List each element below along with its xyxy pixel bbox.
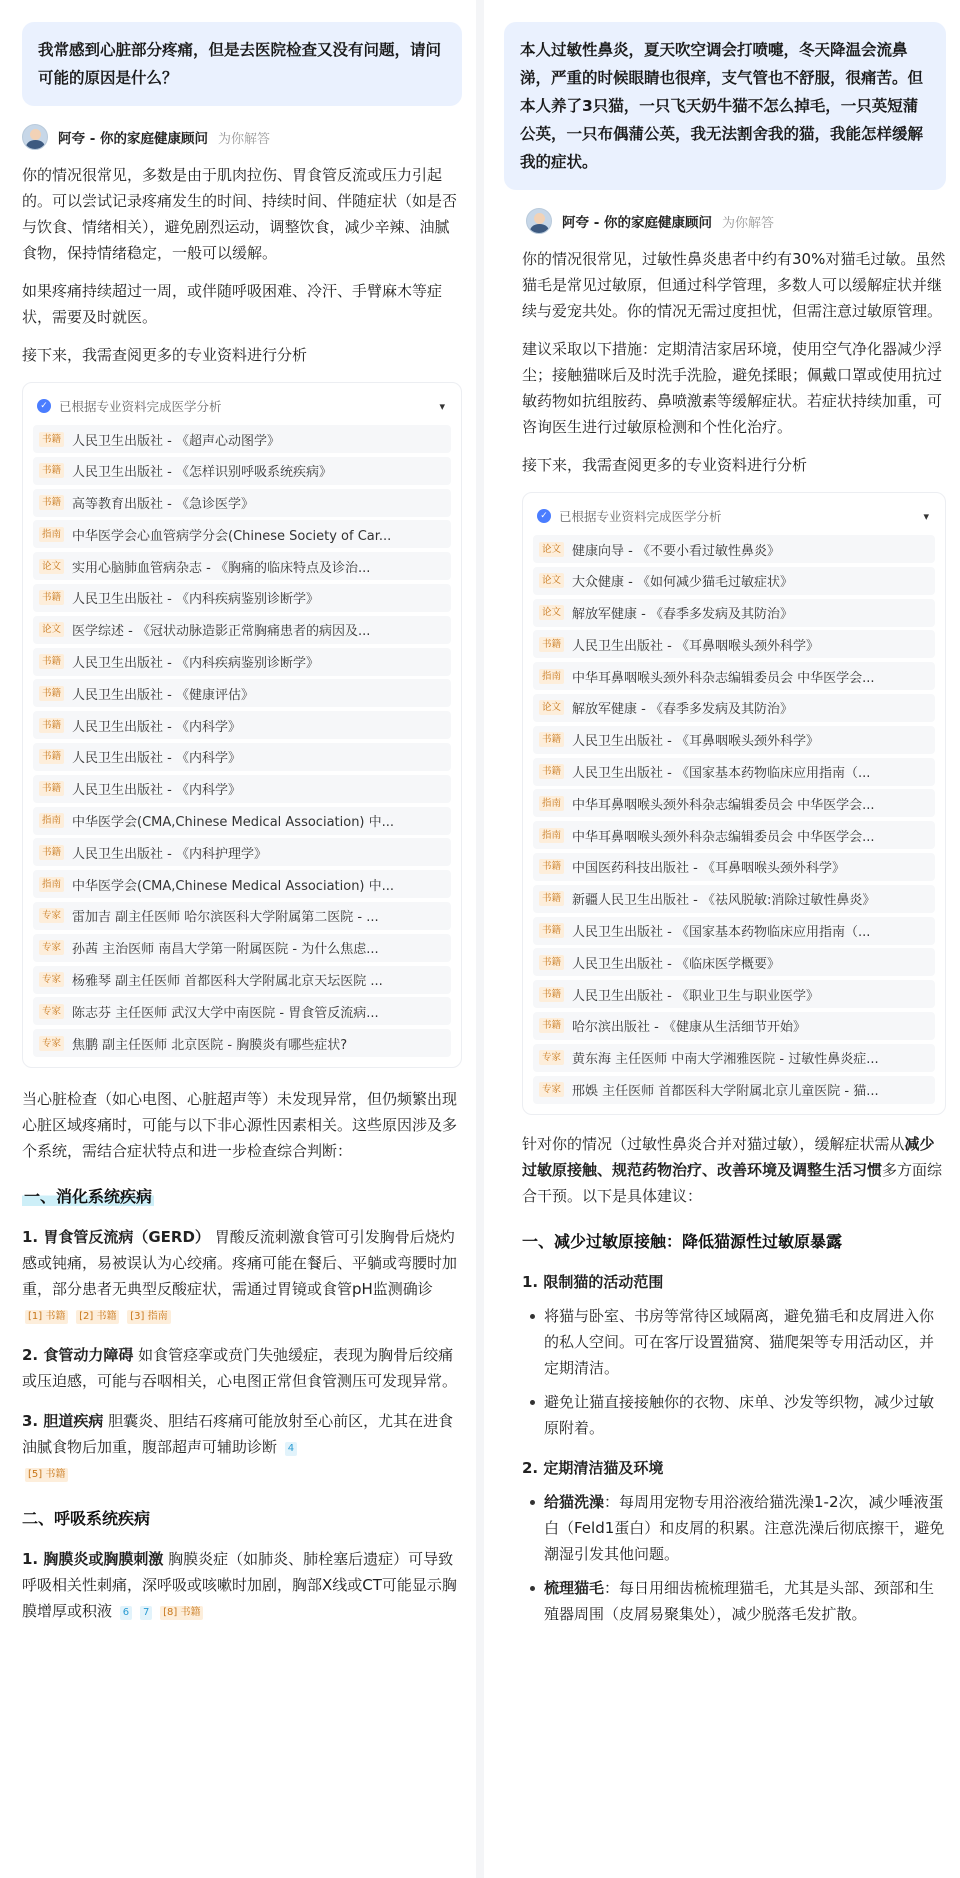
answer-text-bold: 减少过敏原接触、规范药物治疗、改善环境及调整生活习惯 bbox=[522, 1134, 935, 1179]
reference-type-badge: 书籍 bbox=[39, 686, 64, 701]
reference-item[interactable] bbox=[533, 917, 935, 945]
citation-badge[interactable]: [8] 书籍 bbox=[160, 1606, 203, 1620]
for-you-label: 为你解答 bbox=[722, 215, 775, 231]
reference-title: 中华医学会心血管病学分会(Chinese Society of Car... bbox=[72, 528, 392, 544]
reference-title: 健康向导 - 《不要小看过敏性鼻炎》 bbox=[572, 543, 780, 559]
chevron-down-icon[interactable]: ▾ bbox=[439, 399, 445, 413]
bullet-list bbox=[522, 1489, 946, 1627]
numbered-item-body: 胃酸反流刺激食管可引发胸骨后烧灼感或钝痛，易被误认为心绞痛。疼痛可能在餐后、平躺或弯腰时加重，部分患者无典型反酸症状，需通过胃镜或食管pH监测确诊 bbox=[22, 1228, 458, 1299]
reference-item[interactable] bbox=[33, 584, 451, 612]
answer-paragraph: 当心脏检查（如心电图、心脏超声等）未发现异常，但仍频繁出现心脏区域疼痛时，可能与以下非心源性因素相关。这些原因涉及多个系统，需结合症状特点和进一步检查综合判断： bbox=[22, 1090, 458, 1161]
reference-item[interactable] bbox=[533, 758, 935, 786]
reference-title: 人民卫生出版社 - 《内科疾病鉴别诊断学》 bbox=[72, 592, 319, 608]
reference-item[interactable] bbox=[533, 885, 935, 913]
reference-title: 哈尔滨出版社 - 《健康从生活细节开始》 bbox=[572, 1020, 806, 1036]
reference-type-badge: 书籍 bbox=[539, 859, 564, 874]
reference-title: 杨雅琴 副主任医师 首都医科大学附属北京天坛医院 ... bbox=[72, 974, 383, 990]
chevron-down-icon[interactable]: ▾ bbox=[923, 509, 929, 523]
reference-item[interactable] bbox=[533, 948, 935, 976]
left-conversation bbox=[0, 0, 476, 1624]
references-panel bbox=[522, 492, 946, 1115]
reference-type-badge: 书籍 bbox=[39, 718, 64, 733]
reference-title: 人民卫生出版社 - 《耳鼻咽喉头颈外科学》 bbox=[572, 734, 819, 750]
user-question: 我常感到心脏部分疼痛，但是去医院检查又没有问题，请问可能的原因是什么？ bbox=[22, 22, 462, 106]
answer-paragraph: 建议采取以下措施：定期清洁家居环境，使用空气净化器减少浮尘；接触猫咪后及时洗手洗脸，避免揉眼；佩戴口罩或使用抗过敏药物如抗组胺药、鼻喷激素等缓解症状。若症状持续加重，可咨询医生进行过敏原检测和个性化治疗。 bbox=[522, 340, 943, 436]
reference-title: 中华耳鼻咽喉头颈外科杂志编辑委员会 中华医学会... bbox=[572, 670, 875, 686]
reference-item[interactable] bbox=[533, 1044, 935, 1072]
reference-type-badge: 专家 bbox=[39, 972, 64, 987]
reference-type-badge: 书籍 bbox=[539, 732, 564, 747]
reference-item[interactable] bbox=[33, 775, 451, 803]
sub-heading: 2. 定期清洁猫及环境 bbox=[522, 1458, 664, 1477]
numbered-item bbox=[22, 1224, 462, 1328]
reference-title: 实用心脑肺血管病杂志 - 《胸痛的临床特点及诊治... bbox=[72, 560, 371, 576]
reference-item[interactable] bbox=[33, 902, 451, 930]
reference-type-badge: 书籍 bbox=[39, 654, 64, 669]
reference-title: 人民卫生出版社 - 《超声心动图学》 bbox=[72, 433, 280, 449]
reference-item[interactable] bbox=[33, 679, 451, 707]
reference-type-badge: 论文 bbox=[539, 542, 564, 557]
reference-type-badge: 指南 bbox=[39, 813, 64, 828]
reference-item[interactable] bbox=[33, 743, 451, 771]
reference-item[interactable] bbox=[533, 980, 935, 1008]
reference-title: 黄东海 主任医师 中南大学湘雅医院 - 过敏性鼻炎症... bbox=[572, 1052, 879, 1068]
reference-title: 解放军健康 - 《春季多发病及其防治》 bbox=[572, 702, 793, 718]
reference-title: 人民卫生出版社 - 《国家基本药物临床应用指南（... bbox=[572, 925, 871, 941]
numbered-item-head: 1. 胃食管反流病（GERD） bbox=[22, 1228, 210, 1247]
reference-item[interactable] bbox=[33, 934, 451, 962]
reference-item[interactable] bbox=[33, 616, 451, 644]
reference-title: 中华医学会(CMA,Chinese Medical Association) 中... bbox=[72, 815, 395, 831]
numbered-item bbox=[22, 1408, 462, 1486]
bullet-head: 梳理猫毛 bbox=[544, 1578, 605, 1597]
numbered-item-head: 3. 胆道疾病 bbox=[22, 1412, 104, 1431]
bullet-list bbox=[522, 1303, 946, 1441]
assistant-avatar-icon bbox=[526, 208, 552, 234]
numbered-item bbox=[22, 1342, 462, 1394]
reference-type-badge: 论文 bbox=[539, 573, 564, 588]
answer-text: 多方面综合干预。以下是具体建议： bbox=[522, 1160, 943, 1205]
reference-title: 高等教育出版社 - 《急诊医学》 bbox=[72, 497, 254, 513]
reference-type-badge: 书籍 bbox=[39, 463, 64, 478]
citation-number-badge[interactable]: 4 bbox=[285, 1442, 297, 1456]
reference-type-badge: 书籍 bbox=[39, 432, 64, 447]
references-toggle[interactable] bbox=[533, 501, 935, 531]
reference-type-badge: 书籍 bbox=[539, 955, 564, 970]
bullet-head: 给猫洗澡 bbox=[544, 1492, 605, 1511]
reference-type-badge: 书籍 bbox=[539, 637, 564, 652]
reference-title: 解放军健康 - 《春季多发病及其防治》 bbox=[572, 607, 793, 623]
answer-header bbox=[526, 208, 946, 234]
reference-list bbox=[533, 535, 935, 1104]
answer-paragraph: 你的情况很常见，过敏性鼻炎患者中约有30%对猫毛过敏。虽然猫毛是常见过敏原，但通过科学管理，多数人可以缓解症状并继续与爱宠共处。你的情况无需过度担忧，但需注意过敏原管理。 bbox=[522, 250, 946, 320]
assistant-name: 阿夸 - 你的家庭健康顾问 bbox=[58, 131, 209, 147]
answer-paragraph: 你的情况很常见，多数是由于肌肉拉伤、胃食管反流或压力引起的。可以尝试记录疼痛发生的时间、持续时间、伴随症状（如是否与饮食、情绪相关），避免剧烈运动，调整饮食，减少辛辣、油腻食物，保持情绪稳定，一般可以缓解。 bbox=[22, 166, 458, 262]
reference-item[interactable] bbox=[33, 425, 451, 453]
bullet-item: 避免让猫直接接触你的衣物、床单、沙发等织物，减少过敏原附着。 bbox=[522, 1389, 946, 1441]
reference-item[interactable] bbox=[33, 1029, 451, 1057]
reference-item[interactable] bbox=[533, 694, 935, 722]
references-title: 已根据专业资料完成医学分析 bbox=[59, 399, 222, 414]
reference-title: 人民卫生出版社 - 《国家基本药物临床应用指南（... bbox=[572, 766, 871, 782]
numbered-item-head: 1. 胸膜炎或胸膜刺激 bbox=[22, 1550, 164, 1569]
citation-badge[interactable]: [5] 书籍 bbox=[25, 1468, 68, 1482]
citation-badge[interactable]: [1] 书籍 bbox=[25, 1310, 68, 1324]
reference-item[interactable] bbox=[533, 535, 935, 563]
sub-heading: 1. 限制猫的活动范围 bbox=[522, 1272, 664, 1291]
reference-item[interactable] bbox=[33, 552, 451, 580]
reference-title: 人民卫生出版社 - 《耳鼻咽喉头颈外科学》 bbox=[572, 638, 819, 654]
citation-badge[interactable]: [2] 书籍 bbox=[76, 1310, 119, 1324]
reference-title: 医学综述 - 《冠状动脉造影正常胸痛患者的病因及... bbox=[72, 624, 371, 640]
reference-item[interactable] bbox=[33, 648, 451, 676]
answer-body bbox=[498, 246, 946, 1627]
citation-number-badge[interactable]: 7 bbox=[140, 1606, 152, 1620]
reference-type-badge: 书籍 bbox=[539, 891, 564, 906]
reference-type-badge: 书籍 bbox=[39, 781, 64, 796]
reference-title: 人民卫生出版社 - 《临床医学概要》 bbox=[572, 956, 780, 972]
reference-title: 人民卫生出版社 - 《内科学》 bbox=[72, 783, 241, 799]
reference-title: 孙茜 主治医师 南昌大学第一附属医院 - 为什么焦虑... bbox=[72, 942, 379, 958]
answer-paragraph bbox=[522, 1131, 946, 1209]
reference-title: 人民卫生出版社 - 《职业卫生与职业医学》 bbox=[572, 988, 819, 1004]
reference-type-badge: 指南 bbox=[539, 669, 564, 684]
section-heading bbox=[22, 1506, 462, 1532]
answer-paragraph: 如果疼痛持续超过一周，或伴随呼吸困难、冷汗、手臂麻木等症状，需要及时就医。 bbox=[22, 282, 443, 326]
answer-header bbox=[22, 124, 462, 150]
reference-item[interactable] bbox=[33, 711, 451, 739]
reference-type-badge: 专家 bbox=[539, 1050, 564, 1065]
section-heading-text: 二、呼吸系统疾病 bbox=[22, 1509, 151, 1529]
section-heading-text: 一、减少过敏原接触：降低猫源性过敏原暴露 bbox=[522, 1231, 843, 1251]
reference-title: 焦鹏 副主任医师 北京医院 - 胸膜炎有哪些症状? bbox=[72, 1037, 348, 1053]
reference-item[interactable] bbox=[33, 870, 451, 898]
reference-type-badge: 论文 bbox=[539, 700, 564, 715]
reference-type-badge: 指南 bbox=[39, 527, 64, 542]
numbered-item-body: 胆囊炎、胆结石疼痛可能放射至心前区，尤其在进食油腻食物后加重，腹部超声可辅助诊断 bbox=[22, 1412, 454, 1457]
section-heading bbox=[522, 1229, 946, 1255]
reference-type-badge: 书籍 bbox=[539, 987, 564, 1002]
bullet-item bbox=[522, 1575, 946, 1627]
references-title: 已根据专业资料完成医学分析 bbox=[559, 509, 722, 524]
reference-title: 邢娛 主任医师 首都医科大学附属北京儿童医院 - 猫... bbox=[572, 1084, 879, 1100]
reference-title: 中华耳鼻咽喉头颈外科杂志编辑委员会 中华医学会... bbox=[572, 829, 875, 845]
reference-type-badge: 书籍 bbox=[539, 764, 564, 779]
reference-title: 人民卫生出版社 - 《内科疾病鉴别诊断学》 bbox=[72, 656, 319, 672]
bullet-body: ：每周用宠物专用浴液给猫洗澡1-2次，减少唾液蛋白（Feld1蛋白）和皮屑的积累。注意洗澡后彻底擦干，避免潮湿引发其他问题。 bbox=[544, 1492, 945, 1563]
reference-type-badge: 论文 bbox=[39, 622, 64, 637]
reference-type-badge: 专家 bbox=[539, 1082, 564, 1097]
numbered-item bbox=[22, 1546, 462, 1624]
reference-item[interactable] bbox=[533, 567, 935, 595]
assistant-avatar-icon bbox=[22, 124, 48, 150]
reference-item[interactable] bbox=[33, 457, 451, 485]
reference-item[interactable] bbox=[533, 630, 935, 658]
numbered-item-body: 如食管痉挛或贲门失弛缓症，表现为胸骨后绞痛或压迫感，可能与吞咽相关，心电图正常但食管测压可发现异常。 bbox=[22, 1346, 458, 1391]
reference-item[interactable] bbox=[533, 853, 935, 881]
reference-type-badge: 书籍 bbox=[39, 495, 64, 510]
reference-item[interactable] bbox=[33, 997, 451, 1025]
answer-paragraph: 接下来，我需查阅更多的专业资料进行分析 bbox=[22, 346, 308, 364]
reference-type-badge: 专家 bbox=[39, 1004, 64, 1019]
reference-type-badge: 书籍 bbox=[539, 923, 564, 938]
bullet-body: ：每日用细齿梳梳理猫毛，尤其是头部、颈部和生殖器周围（皮屑易聚集处），减少脱落毛发扩散。 bbox=[544, 1578, 935, 1623]
right-conversation bbox=[484, 0, 960, 1627]
reference-type-badge: 专家 bbox=[39, 940, 64, 955]
reference-title: 新疆人民卫生出版社 - 《祛风脱敏:消除过敏性鼻炎》 bbox=[572, 893, 876, 909]
bullet-item: 将猫与卧室、书房等常待区域隔离，避免猫毛和皮屑进入你的私人空间。可在客厅设置猫窝、猫爬架等专用活动区，并定期清洁。 bbox=[522, 1303, 946, 1381]
check-icon: ✓ bbox=[537, 509, 551, 523]
reference-item[interactable] bbox=[533, 726, 935, 754]
column-divider bbox=[476, 0, 484, 1878]
reference-title: 雷加吉 副主任医师 哈尔滨医科大学附属第二医院 - ... bbox=[72, 910, 379, 926]
reference-item[interactable] bbox=[533, 662, 935, 690]
citation-number-badge[interactable]: 6 bbox=[120, 1606, 132, 1620]
check-icon: ✓ bbox=[37, 399, 51, 413]
reference-item[interactable] bbox=[33, 838, 451, 866]
references-panel bbox=[22, 382, 462, 1068]
numbered-item-body: 胸膜炎症（如肺炎、肺栓塞后遗症）可导致呼吸相关性刺痛，深呼吸或咳嗽时加剧，胸部X线或CT可能显示胸膜增厚或积液 bbox=[22, 1550, 457, 1621]
assistant-name: 阿夸 - 你的家庭健康顾问 bbox=[562, 215, 713, 231]
reference-type-badge: 专家 bbox=[39, 1036, 64, 1051]
reference-type-badge: 书籍 bbox=[39, 590, 64, 605]
reference-item[interactable] bbox=[33, 807, 451, 835]
reference-list bbox=[33, 425, 451, 1057]
reference-title: 人民卫生出版社 - 《健康评估》 bbox=[72, 687, 254, 703]
reference-type-badge: 指南 bbox=[39, 877, 64, 892]
reference-title: 人民卫生出版社 - 《内科护理学》 bbox=[72, 846, 267, 862]
reference-item[interactable] bbox=[33, 520, 451, 548]
reference-title: 陈志芬 主任医师 武汉大学中南医院 - 胃食管反流病... bbox=[72, 1005, 379, 1021]
reference-title: 中国医药科技出版社 - 《耳鼻咽喉头颈外科学》 bbox=[572, 861, 845, 877]
reference-item[interactable] bbox=[533, 1076, 935, 1104]
reference-type-badge: 专家 bbox=[39, 908, 64, 923]
reference-type-badge: 论文 bbox=[539, 605, 564, 620]
reference-type-badge: 书籍 bbox=[39, 845, 64, 860]
references-toggle[interactable] bbox=[33, 391, 451, 421]
reference-title: 人民卫生出版社 - 《怎样识别呼吸系统疾病》 bbox=[72, 465, 332, 481]
reference-title: 中华医学会(CMA,Chinese Medical Association) 中... bbox=[72, 878, 395, 894]
citation-badge[interactable]: [3] 指南 bbox=[127, 1310, 170, 1324]
answer-text: 针对你的情况（过敏性鼻炎合并对猫过敏），缓解症状需从 bbox=[522, 1134, 905, 1153]
reference-type-badge: 指南 bbox=[539, 828, 564, 843]
bullet-item bbox=[522, 1489, 946, 1567]
reference-item[interactable] bbox=[533, 1012, 935, 1040]
reference-item[interactable] bbox=[533, 821, 935, 849]
for-you-label: 为你解答 bbox=[218, 131, 271, 147]
reference-title: 人民卫生出版社 - 《内科学》 bbox=[72, 751, 241, 767]
reference-type-badge: 论文 bbox=[39, 559, 64, 574]
reference-item[interactable] bbox=[33, 489, 451, 517]
section-heading-text: 一、消化系统疾病 bbox=[24, 1187, 153, 1207]
reference-title: 大众健康 - 《如何减少猫毛过敏症状》 bbox=[572, 575, 793, 591]
reference-item[interactable] bbox=[533, 789, 935, 817]
answer-paragraph: 接下来，我需查阅更多的专业资料进行分析 bbox=[522, 456, 808, 474]
reference-type-badge: 书籍 bbox=[539, 1018, 564, 1033]
reference-type-badge: 书籍 bbox=[39, 749, 64, 764]
user-question: 本人过敏性鼻炎，夏天吹空调会打喷嚏，冬天降温会流鼻涕，严重的时候眼睛也很痒，支气管也不舒服，很痛苦。但本人养了3只猫，一只飞天奶牛猫不怎么掉毛，一只英短蒲公英，一只布偶蒲公英，我无法割舍我的猫，我能怎样缓解我的症状。 bbox=[504, 22, 946, 190]
reference-title: 人民卫生出版社 - 《内科学》 bbox=[72, 719, 241, 735]
reference-item[interactable] bbox=[33, 966, 451, 994]
reference-item[interactable] bbox=[533, 599, 935, 627]
reference-type-badge: 指南 bbox=[539, 796, 564, 811]
section-heading bbox=[22, 1184, 462, 1210]
reference-title: 中华耳鼻咽喉头颈外科杂志编辑委员会 中华医学会... bbox=[572, 797, 875, 813]
numbered-item-head: 2. 食管动力障碍 bbox=[22, 1346, 134, 1365]
